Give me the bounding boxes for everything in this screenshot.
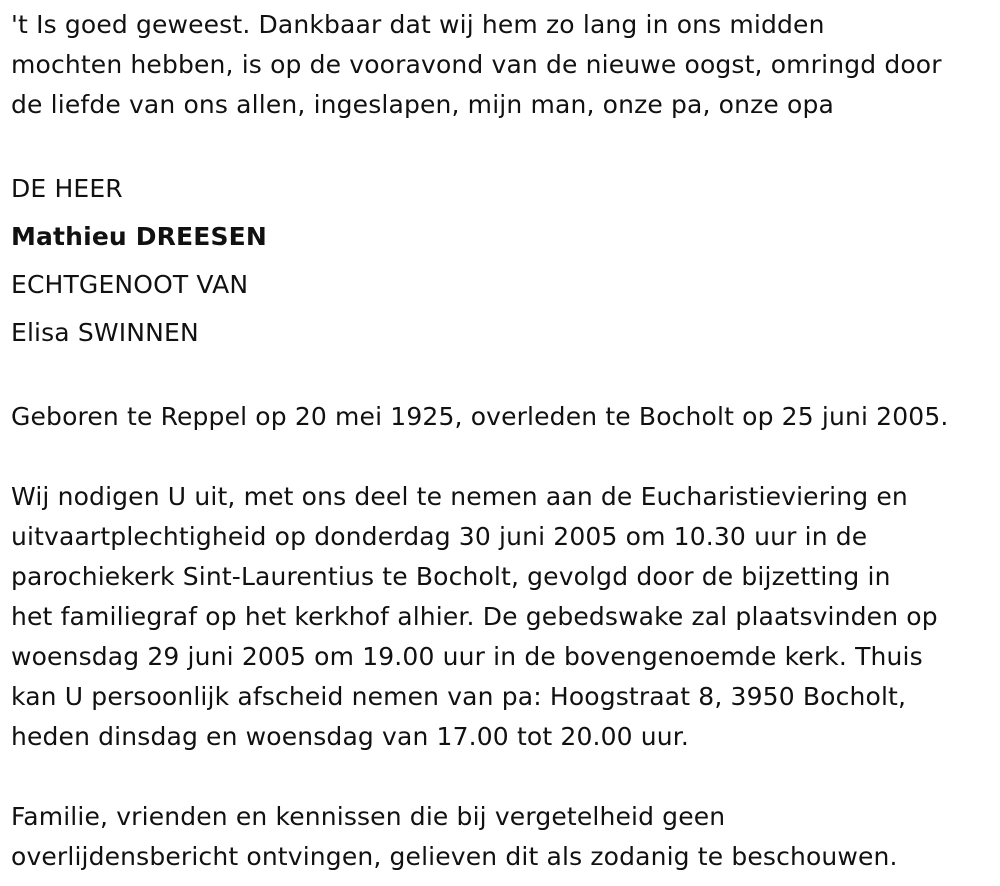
obituary-notice [11,5,996,877]
intro-line: 't Is goed geweest. Dankbaar dat wij hem zo lang in ons midden [11,10,825,39]
honorific-title: DE HEER [11,174,123,203]
paragraph-gap [11,125,996,165]
invitation-line: heden dinsdag en woensdag van 17.00 tot 20.00 uur. [11,722,690,751]
paragraph-gap [11,357,996,397]
spouse-name: Elisa SWINNEN [11,318,199,347]
birth-death-line: Geboren te Reppel op 20 mei 1925, overleden te Bocholt op 25 juni 2005. [11,402,949,431]
intro-line: de liefde van ons allen, ingeslapen, mijn man, onze pa, onze opa [11,90,834,119]
deceased-block [11,165,996,357]
invitation-line: uitvaartplechtigheid op donderdag 30 juni 2005 om 10.30 uur in de [11,522,868,551]
closing-line: overlijdensbericht ontvingen, gelieven dit als zodanig te beschouwen. [11,842,898,871]
intro-paragraph [11,5,996,125]
deceased-name: Mathieu DREESEN [11,222,267,251]
birth-death-paragraph [11,397,996,437]
closing-line: Familie, vrienden en kennissen die bij vergetelheid geen [11,802,726,831]
paragraph-gap [11,437,996,477]
invitation-line: Wij nodigen U uit, met ons deel te nemen aan de Eucharistieviering en [11,482,908,511]
spouse-label: ECHTGENOOT VAN [11,270,249,299]
paragraph-gap [11,757,996,797]
intro-line: mochten hebben, is op de vooravond van de nieuwe oogst, omringd door [11,50,942,79]
invitation-line: woensdag 29 juni 2005 om 19.00 uur in de bovengenoemde kerk. Thuis [11,642,923,671]
invitation-paragraph [11,477,996,757]
invitation-line: het familiegraf op het kerkhof alhier. De gebedswake zal plaatsvinden op [11,602,938,631]
invitation-line: parochiekerk Sint-Laurentius te Bocholt, gevolgd door de bijzetting in [11,562,891,591]
closing-paragraph [11,797,996,877]
invitation-line: kan U persoonlijk afscheid nemen van pa: Hoogstraat 8, 3950 Bocholt, [11,682,907,711]
